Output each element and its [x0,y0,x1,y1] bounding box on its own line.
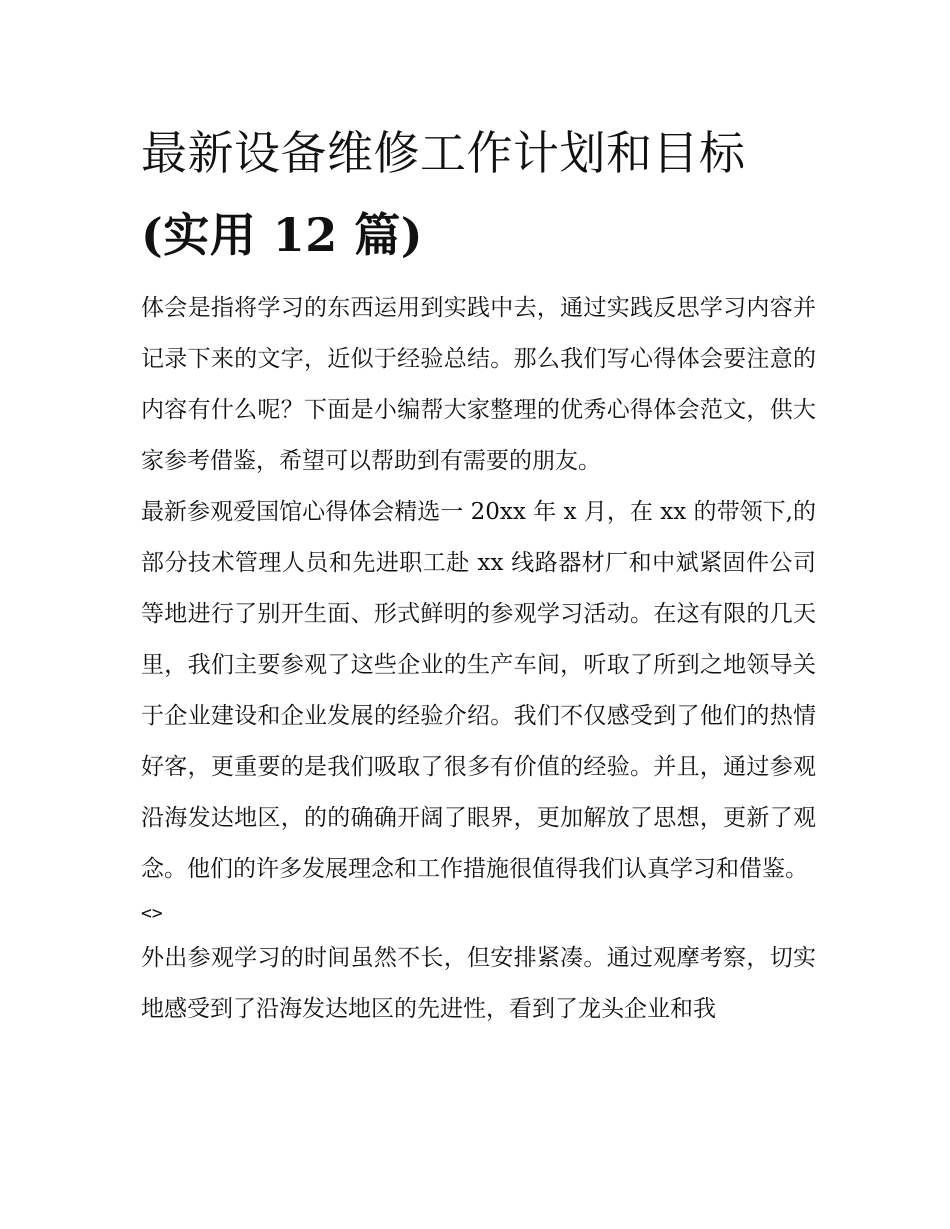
document-title-line-2: (实用 12 篇) [141,208,424,262]
document-body [141,112,816,1035]
document-title-line-1: 最新设备维修工作计划和目标 [141,126,746,180]
section-break-marker: <> [141,903,163,924]
document-title [141,112,816,276]
body-paragraph-1: 最新参观爱国馆心得体会精选一 20xx 年 x 月，在 xx 的带领下,的部分技术管理人员和先进职工赴 xx 线路器材厂和中斌紧固件公司等地进行了别开生面、形式鲜明的参观学习活动。在这有限的几天里，我们主要参观了这些企业的生产车间，听取了所到之地领导关于企业建设和企业发展的经验介绍。我们不仅感受到了他们的热情好客，更重要的是我们吸取了很多有价值的经验。并且，通过参观沿海发达地区，的的确确开阔了眼界，更加解放了思想，更新了观念。他们的许多发展理念和工作措施很值得我们认真学习和借鉴。 [141,499,816,882]
intro-paragraph: 体会是指将学习的东西运用到实践中去，通过实践反思学习内容并记录下来的文字，近似于经验总结。那么我们写心得体会要注意的内容有什么呢？下面是小编帮大家整理的优秀心得体会范文，供大家参考借鉴，希望可以帮助到有需要的朋友。 [141,295,816,474]
body-paragraph-2: 外出参观学习的时间虽然不长，但安排紧凑。通过观摩考察，切实地感受到了沿海发达地区的先进性，看到了龙头企业和我 [141,945,816,1022]
